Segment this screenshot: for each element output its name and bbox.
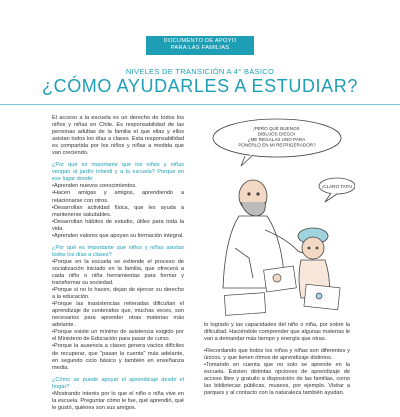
list-item: • Porque en la escuela se extiende el proceso de socialización iniciado en la familia, que ofrecerá a cada niño o niña herramientas para formar y transformar su sociedad. — [52, 259, 184, 287]
list-item: • Desarrollan actividad física, que les ayuda a mantenerse saludables. — [52, 205, 184, 219]
section-2-list — [52, 259, 184, 372]
list-item: • Mostrando interés por lo que el niño o niña vive en la escuela. Preguntar cómo le fue, qué aprendió, qué le gustó, quiénes son sus amigos. — [52, 391, 184, 412]
list-item: • Porque las inasistencias reiteradas dificultan el aprendizaje de contenidos que, muchas veces, son necesarios para aprender otras materias más adelante. — [52, 301, 184, 329]
section-2-question: ¿Por qué es importante que niños y niñas asistan todos los días a clases? — [52, 244, 184, 258]
badge-line-1: DOCUMENTO DE APOYO — [163, 38, 237, 44]
list-item: • Recordando que todos los niños y niñas son diferentes y únicos, y que tienen ritmos de aprendizaje distintos. — [204, 348, 350, 362]
speech-bubble-1-text: ¡PERO QUÉ BUENOS DIBUJOS DIEGO! ¿ME REGALAS UNO PARA PONERLO EN MI REFRIGERADOR? — [238, 126, 316, 148]
list-item: • Porque existe un mínimo de asistencia exigido por el Ministerio de Educación para pasar de curso. — [52, 329, 184, 343]
list-item: • Hacen amigas y amigos, aprendiendo a relacionarse con otros. — [52, 190, 184, 204]
section-3-question: ¿Cómo se puede apoyar el aprendizaje desde el hogar? — [52, 376, 184, 390]
list-item: • Tomando en cuenta que no solo se aprende en la escuela. Existen distintas opciones de aprendizaje de acceso libre y gratuito a disposición de las familias, como las bibliotecas públicas, museos, por ejemplo. Visitar a parques y al contacto con la naturaleza también ayudan. — [204, 362, 350, 397]
section-1-heading — [52, 162, 184, 183]
left-column — [52, 115, 184, 417]
section-1-question: ¿Por qué es importante que los niños y niñas vengan al jardín infantil y a la escuela? — [52, 162, 184, 176]
intro-paragraph: El acceso a la escuela es un derecho de todos los niños y niñas en Chile. Es responsabilidad de las personas adultas de la familia el que ellas y ellos asistan todos los días a clases. Esta responsabilidad es compartida por los niños y niñas a medida que van creciendo. — [52, 115, 184, 157]
section-3-list — [52, 391, 184, 412]
section-1-answer-lead: Porque en ese lugar donde: — [52, 169, 184, 183]
right-column-lead: lo logrado y las capacidades del niño o niña, por sobre la dificultad. Haciéndole comprender que algunas materias le van a demandar más tiempo y energía que otras. — [204, 322, 350, 343]
list-item: • Porque la ausencia a clases genera vacíos difíciles de recuperar, que "pasan la cuenta" más adelante, en segundo ciclo básico y también en enseñanza media. — [52, 343, 184, 371]
page-title: ¿CÓMO AYUDARLES A ESTUDIAR? — [42, 76, 358, 96]
section-1-list — [52, 183, 184, 239]
document-badge — [146, 36, 254, 55]
levels-subtitle: NIVELES DE TRANSICIÓN A 4° BÁSICO — [125, 67, 275, 76]
speech-bubble-2-text: ¡CLARO TATA! — [321, 184, 353, 189]
grandfather-child-drawing-illustration — [205, 118, 355, 318]
right-column — [204, 322, 350, 402]
speech-bubble-2-tail — [325, 193, 337, 202]
speech-bubble-1-tail — [241, 155, 253, 166]
list-item: • Porque si no lo hacen, dejan de ejercer su derecho a la educación. — [52, 287, 184, 301]
badge-line-2: PARA LAS FAMILIAS — [170, 45, 230, 51]
list-item: • Aprenden nuevos conocimientos. — [52, 183, 184, 190]
right-column-list — [204, 348, 350, 397]
title-divider — [0, 104, 400, 105]
list-item: • Aprenden valores que apoyan su formación integral. — [52, 233, 184, 240]
list-item: • Desarrollan hábitos de estudio, útiles para toda la vida. — [52, 219, 184, 233]
